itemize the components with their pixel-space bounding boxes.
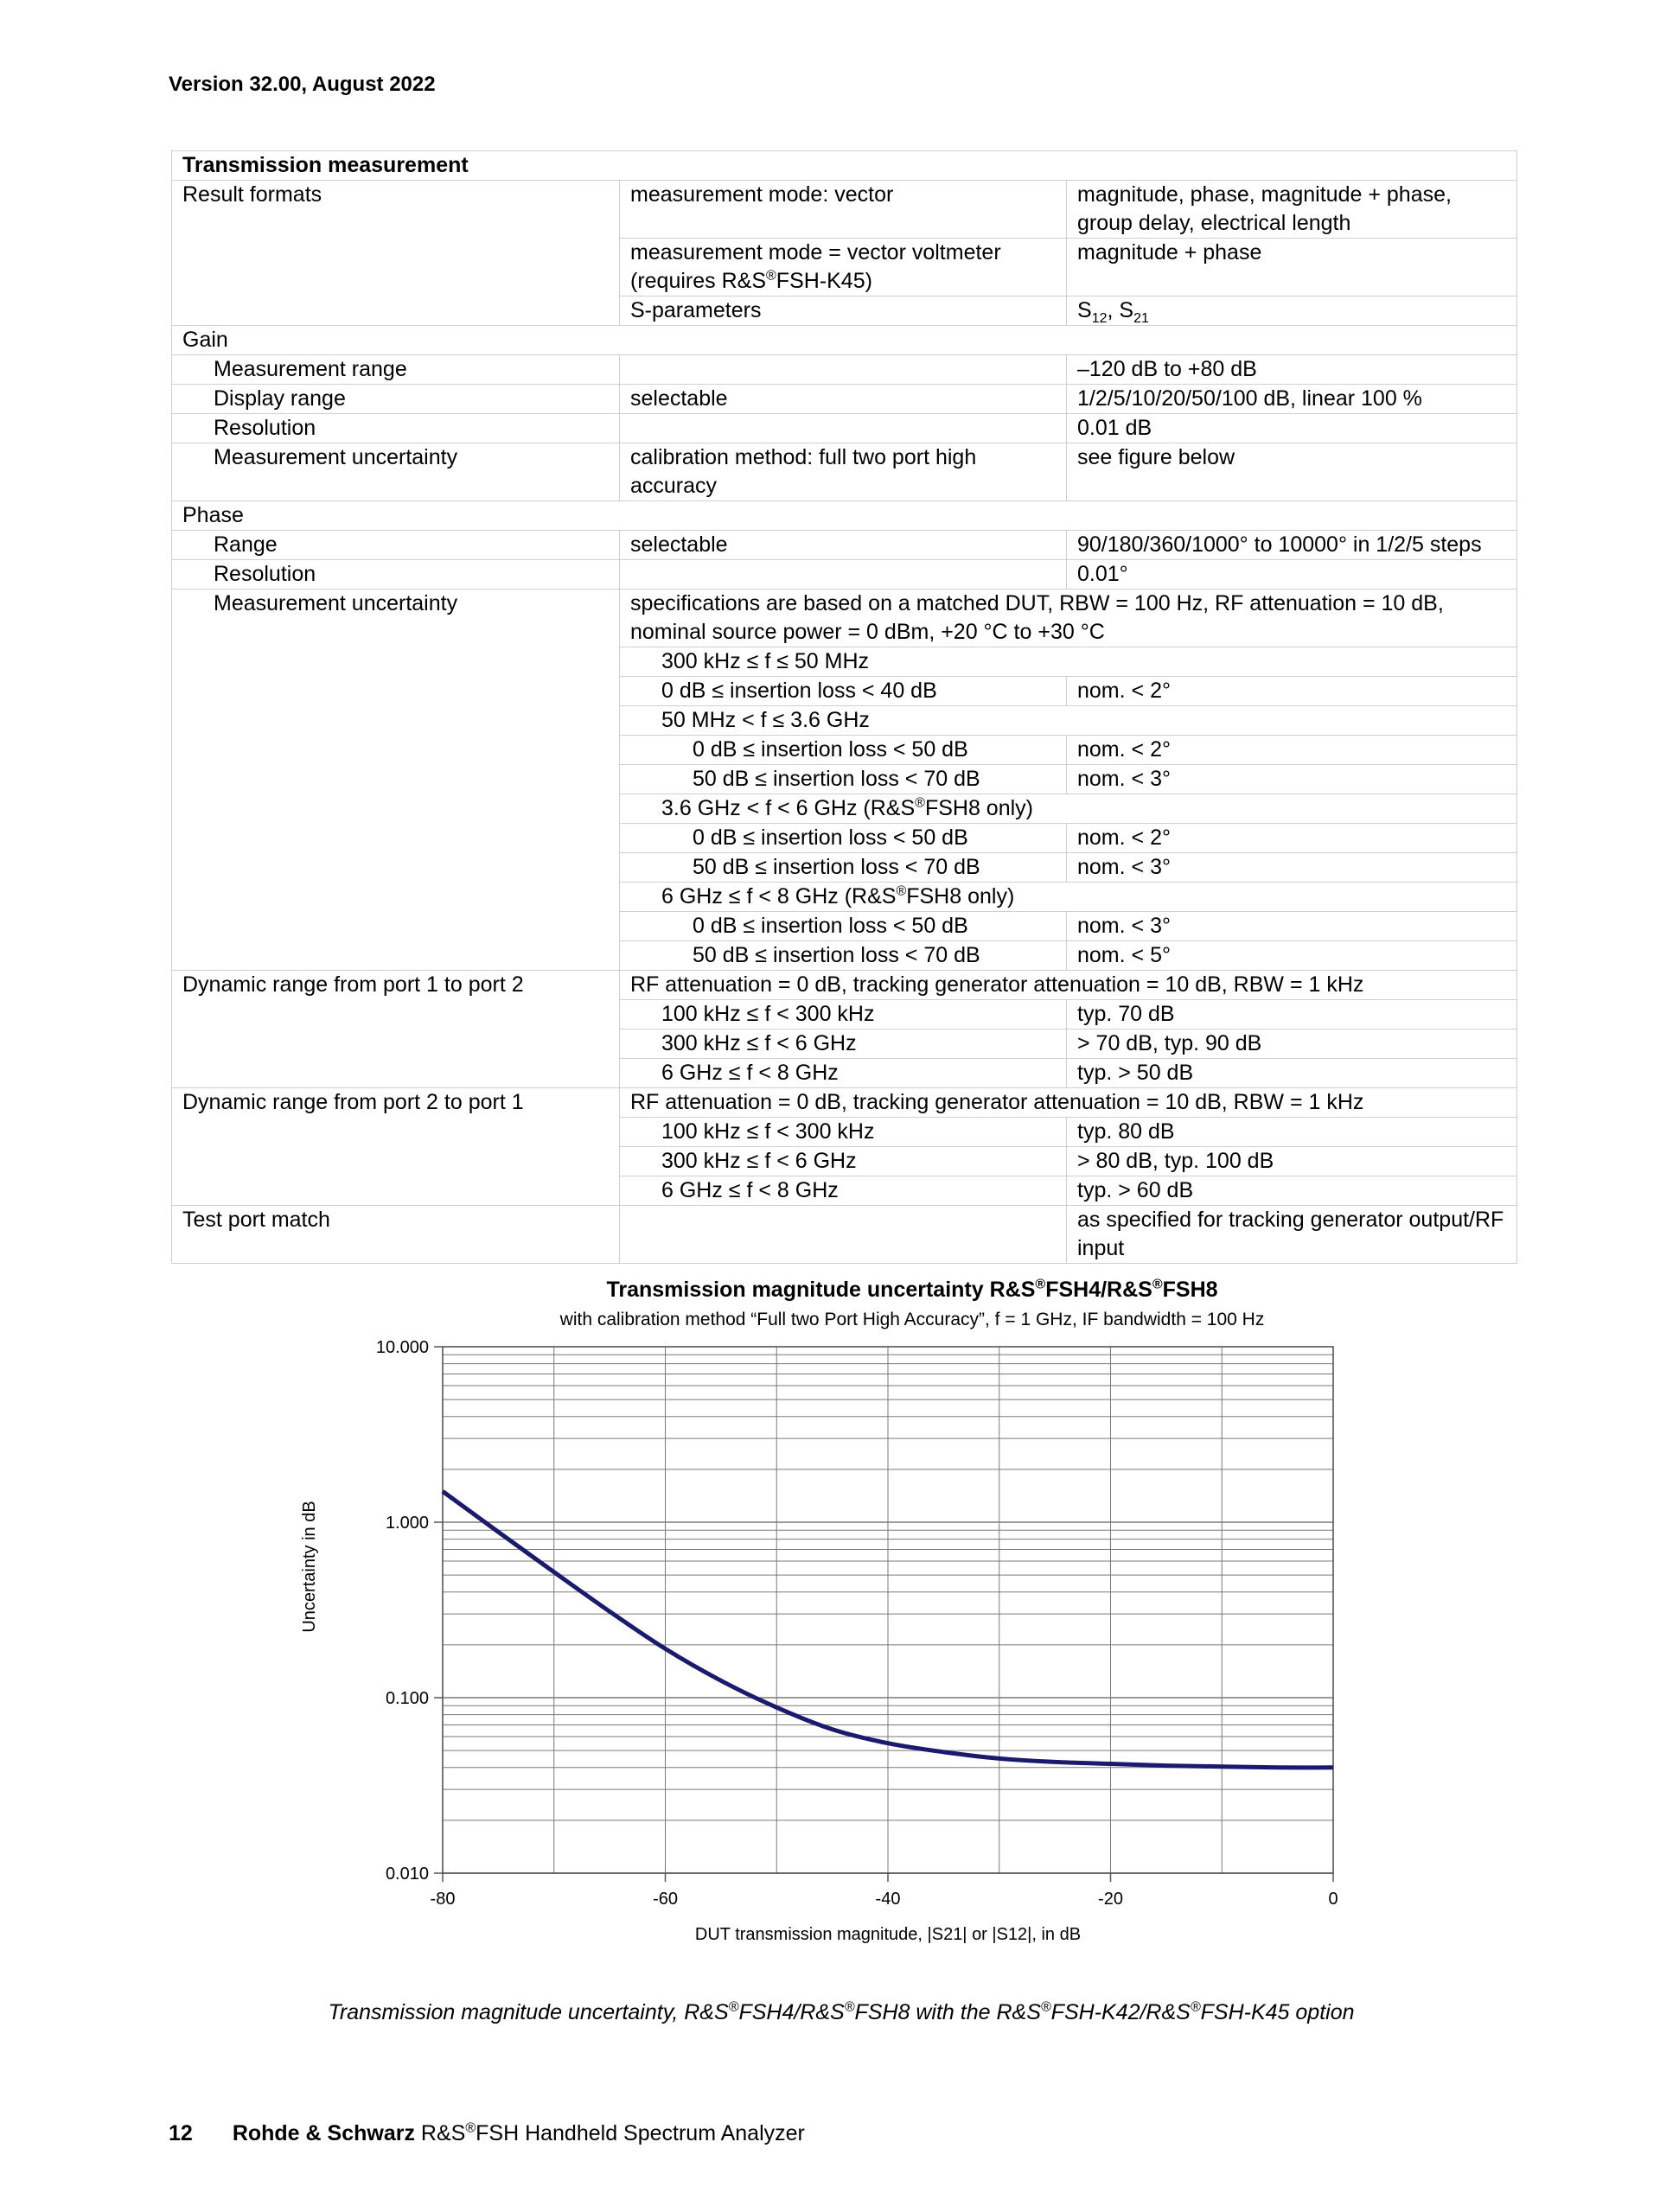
table-row: 50 dB ≤ insertion loss < 70 dB nom. < 5° bbox=[172, 941, 1517, 971]
row-label: Resolution bbox=[172, 560, 620, 590]
page-number: 12 bbox=[169, 2121, 193, 2145]
x-tick-label: -60 bbox=[653, 1890, 678, 1909]
table-row: 100 kHz ≤ f < 300 kHz typ. 70 dB bbox=[172, 1000, 1517, 1030]
version-header: Version 32.00, August 2022 bbox=[169, 73, 436, 96]
row-condition: calibration method: full two port high accuracy bbox=[620, 443, 1067, 501]
row-label: Result formats bbox=[172, 181, 620, 239]
table-row: 0 dB ≤ insertion loss < 50 dB nom. < 2° bbox=[172, 736, 1517, 765]
row-value: 90/180/360/1000° to 10000° in 1/2/5 steps bbox=[1067, 531, 1517, 560]
table-row: 0 dB ≤ insertion loss < 40 dB nom. < 2° bbox=[172, 677, 1517, 706]
figure-caption: Transmission magnitude uncertainty, R&S®FSH4/R&S®FSH8 with the R&S®FSH-K42/R&S®FSH-K45 option bbox=[328, 1999, 1355, 2024]
y-axis-label: Uncertainty in dB bbox=[300, 1501, 319, 1633]
y-tick-label: 10.000 bbox=[375, 1338, 429, 1357]
y-tick-label: 1.000 bbox=[385, 1514, 429, 1533]
table-row: 300 kHz ≤ f < 6 GHz > 70 dB, typ. 90 dB bbox=[172, 1030, 1517, 1059]
row-label: Resolution bbox=[172, 414, 620, 443]
row-value: magnitude, phase, magnitude + phase, group delay, electrical length bbox=[1067, 181, 1517, 239]
section-label: Gain bbox=[172, 326, 1517, 355]
row-condition: RF attenuation = 0 dB, tracking generator attenuation = 10 dB, RBW = 1 kHz bbox=[620, 971, 1517, 1000]
row-condition: RF attenuation = 0 dB, tracking generator attenuation = 10 dB, RBW = 1 kHz bbox=[620, 1088, 1517, 1118]
row-condition: measurement mode = vector voltmeter (requires R&S®FSH-K45) bbox=[620, 239, 1067, 296]
table-title: Transmission measurement bbox=[172, 151, 1517, 181]
chart-subtitle: with calibration method “Full two Port High Accuracy”, f = 1 GHz, IF bandwidth = 100 Hz bbox=[559, 1310, 1265, 1329]
y-tick-label: 0.100 bbox=[385, 1689, 429, 1708]
x-tick-label: -20 bbox=[1098, 1890, 1123, 1909]
x-tick-label: 0 bbox=[1328, 1890, 1338, 1909]
x-tick-label: -40 bbox=[875, 1890, 901, 1909]
row-value: 1/2/5/10/20/50/100 dB, linear 100 % bbox=[1067, 385, 1517, 414]
section-label: Phase bbox=[172, 501, 1517, 531]
row-label: Measurement uncertainty bbox=[172, 590, 620, 647]
x-axis-label: DUT transmission magnitude, |S21| or |S12|, in dB bbox=[694, 1925, 1082, 1944]
chart-title: Transmission magnitude uncertainty R&S®FSH4/R&S®FSH8 bbox=[606, 1277, 1218, 1302]
x-tick-label: -80 bbox=[430, 1890, 456, 1909]
row-condition: selectable bbox=[620, 531, 1067, 560]
table-row: 300 kHz ≤ f < 6 GHz > 80 dB, typ. 100 dB bbox=[172, 1147, 1517, 1176]
row-value: –120 dB to +80 dB bbox=[1067, 355, 1517, 385]
band-heading: 50 MHz < f ≤ 3.6 GHz bbox=[620, 706, 1517, 736]
row-value: see figure below bbox=[1067, 443, 1517, 501]
row-label: Dynamic range from port 2 to port 1 bbox=[172, 1088, 620, 1118]
table-row: 0 dB ≤ insertion loss < 50 dB nom. < 3° bbox=[172, 912, 1517, 941]
row-value: as specified for tracking generator output/RF input bbox=[1067, 1206, 1517, 1264]
row-value: $S_{12}$, $S_{21}$ bbox=[1067, 296, 1517, 326]
y-tick-label: 0.010 bbox=[385, 1865, 429, 1884]
row-condition: specifications are based on a matched DUT, RBW = 100 Hz, RF attenuation = 10 dB, nominal source power = 0 dBm, +20 °C to +30 °C bbox=[620, 590, 1517, 647]
row-value: 0.01 dB bbox=[1067, 414, 1517, 443]
table-row: 100 kHz ≤ f < 300 kHz typ. 80 dB bbox=[172, 1118, 1517, 1147]
table-row: 0 dB ≤ insertion loss < 50 dB nom. < 2° bbox=[172, 824, 1517, 853]
table-row: 50 dB ≤ insertion loss < 70 dB nom. < 3° bbox=[172, 765, 1517, 794]
row-value: magnitude + phase bbox=[1067, 239, 1517, 296]
row-label: Measurement range bbox=[172, 355, 620, 385]
band-heading: 6 GHz ≤ f < 8 GHz (R&S®FSH8 only) bbox=[620, 883, 1517, 912]
row-condition: S-parameters bbox=[620, 296, 1067, 326]
row-label: Test port match bbox=[172, 1206, 620, 1264]
table-row: 50 dB ≤ insertion loss < 70 dB nom. < 3° bbox=[172, 853, 1517, 883]
table-row: 6 GHz ≤ f < 8 GHz typ. > 50 dB bbox=[172, 1059, 1517, 1088]
row-label: Measurement uncertainty bbox=[172, 443, 620, 501]
band-heading: 3.6 GHz < f < 6 GHz (R&S®FSH8 only) bbox=[620, 794, 1517, 824]
page-footer: 12 Rohde & Schwarz R&S®FSH Handheld Spectrum Analyzer bbox=[169, 2120, 805, 2145]
row-label: Dynamic range from port 1 to port 2 bbox=[172, 971, 620, 1000]
row-value: 0.01° bbox=[1067, 560, 1517, 590]
band-heading: 300 kHz ≤ f ≤ 50 MHz bbox=[620, 647, 1517, 677]
row-label: Display range bbox=[172, 385, 620, 414]
table-row: 6 GHz ≤ f < 8 GHz typ. > 60 dB bbox=[172, 1176, 1517, 1206]
row-condition: selectable bbox=[620, 385, 1067, 414]
row-label: Range bbox=[172, 531, 620, 560]
row-condition: measurement mode: vector bbox=[620, 181, 1067, 239]
